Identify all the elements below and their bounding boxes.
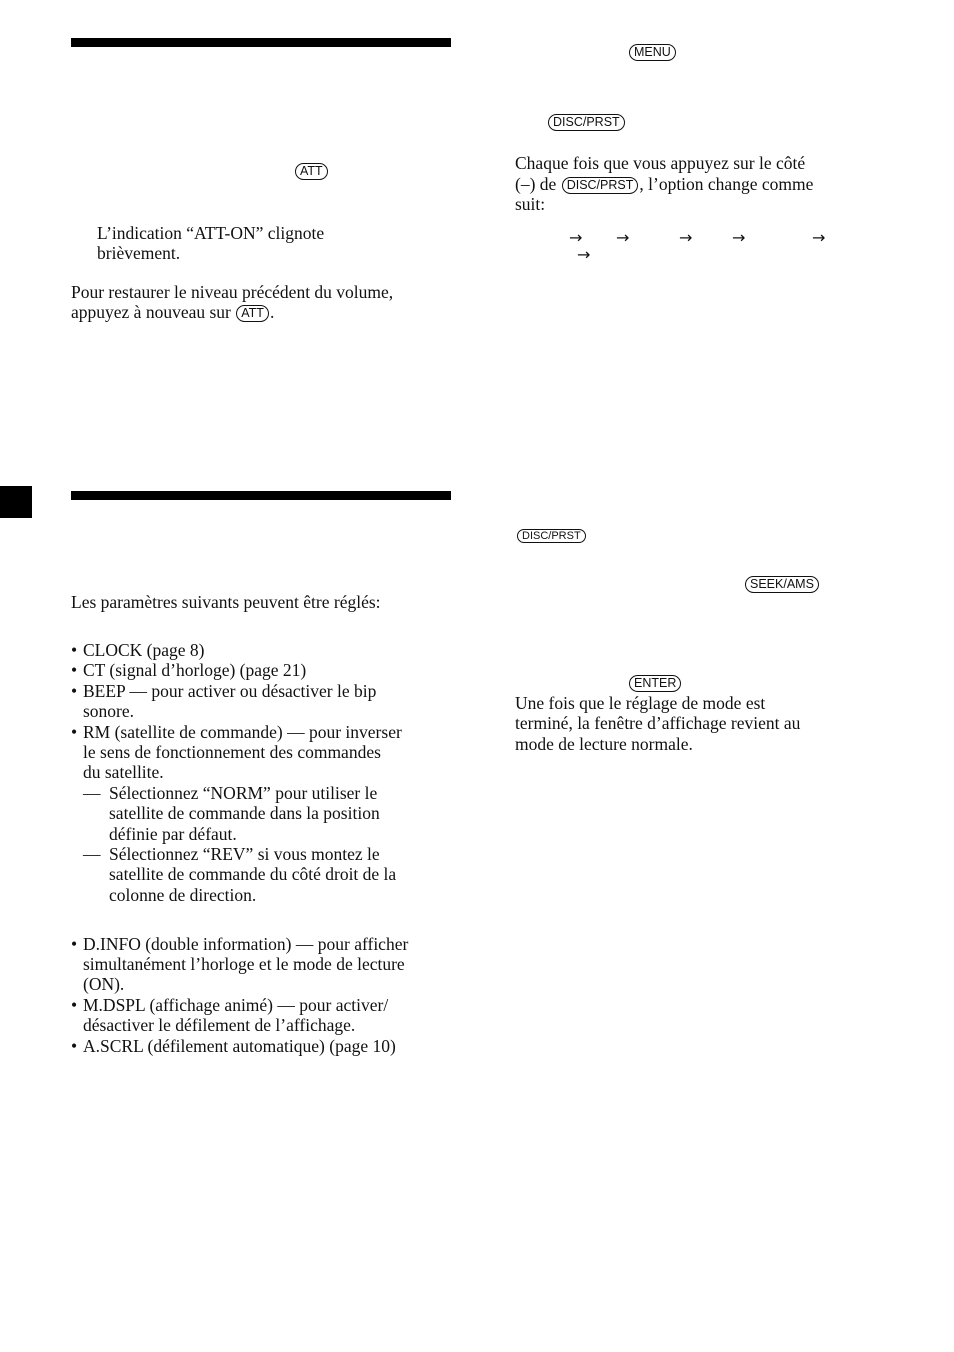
menu-key-label: MENU <box>629 44 676 61</box>
list-item-rm-line-3: du satellite. <box>83 762 164 782</box>
chaque-line-2-suffix: , l’option change comme <box>639 174 814 194</box>
list-item-ascrl: A.SCRL (défilement automatique) (page 10) <box>83 1036 396 1056</box>
sub-list-dash: — <box>83 844 101 864</box>
list-bullet: • <box>71 1036 78 1056</box>
sub-item-norm-line-3: définie par défaut. <box>109 824 237 844</box>
disc-prst-key-inline: DISC/PRST <box>562 177 639 194</box>
list-item-dinfo-line-2: simultanément l’horloge et le mode de lecture <box>83 954 405 974</box>
final-line-1: Une fois que le réglage de mode est <box>515 693 766 713</box>
list-item-rm-line-1: RM (satellite de commande) — pour inverser <box>83 722 402 742</box>
restore-line-2-suffix: . <box>269 302 275 322</box>
sub-item-norm-line-2: satellite de commande dans la position <box>109 803 380 823</box>
list-bullet: • <box>71 660 78 680</box>
restore-line-1: Pour restaurer le niveau précédent du volume, <box>71 282 394 302</box>
sub-item-rev-line-3: colonne de direction. <box>109 885 257 905</box>
att-step-line-2: brièvement. <box>97 243 181 263</box>
att-step-line-1: L’indication “ATT-ON” clignote <box>97 223 325 243</box>
chaque-line-2-prefix: (–) de <box>515 174 557 194</box>
disc-prst-key-label: DISC/PRST <box>548 114 625 131</box>
cycle-arrow: → <box>616 228 630 247</box>
restore-line-2 <box>71 302 274 323</box>
cycle-arrow: → <box>679 228 693 247</box>
sub-item-rev-line-2: satellite de commande du côté droit de la <box>109 864 397 884</box>
enter-key-label: ENTER <box>629 675 681 692</box>
list-item-dinfo-line-3: (ON). <box>83 974 125 994</box>
chaque-line-2 <box>515 174 813 195</box>
section-rule-top <box>71 38 451 47</box>
list-item-ct: CT (signal d’horloge) (page 21) <box>83 660 307 680</box>
att-key-inline: ATT <box>236 305 269 322</box>
list-item-mdspl-line-2: désactiver le défilement de l’affichage. <box>83 1015 356 1035</box>
chaque-line-3: suit: <box>515 194 546 214</box>
list-item-mdspl-line-1: M.DSPL (affichage animé) — pour activer/ <box>83 995 389 1015</box>
chaque-line-1: Chaque fois que vous appuyez sur le côté <box>515 153 806 173</box>
att-key-label: ATT <box>295 163 328 180</box>
list-item-clock: CLOCK (page 8) <box>83 640 205 660</box>
section-rule-middle <box>71 491 451 500</box>
list-item-beep-line-2: sonore. <box>83 701 135 721</box>
final-line-3: mode de lecture normale. <box>515 734 693 754</box>
cycle-arrow: → <box>577 245 591 264</box>
cycle-arrow: → <box>569 228 583 247</box>
params-intro: Les paramètres suivants peuvent être réglés: <box>71 592 381 612</box>
list-bullet: • <box>71 995 78 1015</box>
disc-prst-key-label-2: DISC/PRST <box>517 529 586 543</box>
list-bullet: • <box>71 681 78 701</box>
cycle-arrow: → <box>732 228 746 247</box>
page-tab-marker <box>0 486 32 518</box>
list-bullet: • <box>71 640 78 660</box>
cycle-arrow: → <box>812 228 826 247</box>
sub-item-rev-line-1: Sélectionnez “REV” si vous montez le <box>109 844 380 864</box>
sub-list-dash: — <box>83 783 101 803</box>
restore-line-2-prefix: appuyez à nouveau sur <box>71 302 231 322</box>
list-item-beep-line-1: BEEP — pour activer ou désactiver le bip <box>83 681 377 701</box>
sub-item-norm-line-1: Sélectionnez “NORM” pour utiliser le <box>109 783 378 803</box>
seek-ams-key-label: SEEK/AMS <box>745 576 819 593</box>
list-bullet: • <box>71 722 78 742</box>
final-line-2: terminé, la fenêtre d’affichage revient au <box>515 713 801 733</box>
list-item-rm-line-2: le sens de fonctionnement des commandes <box>83 742 381 762</box>
list-bullet: • <box>71 934 78 954</box>
list-item-dinfo-line-1: D.INFO (double information) — pour afficher <box>83 934 409 954</box>
